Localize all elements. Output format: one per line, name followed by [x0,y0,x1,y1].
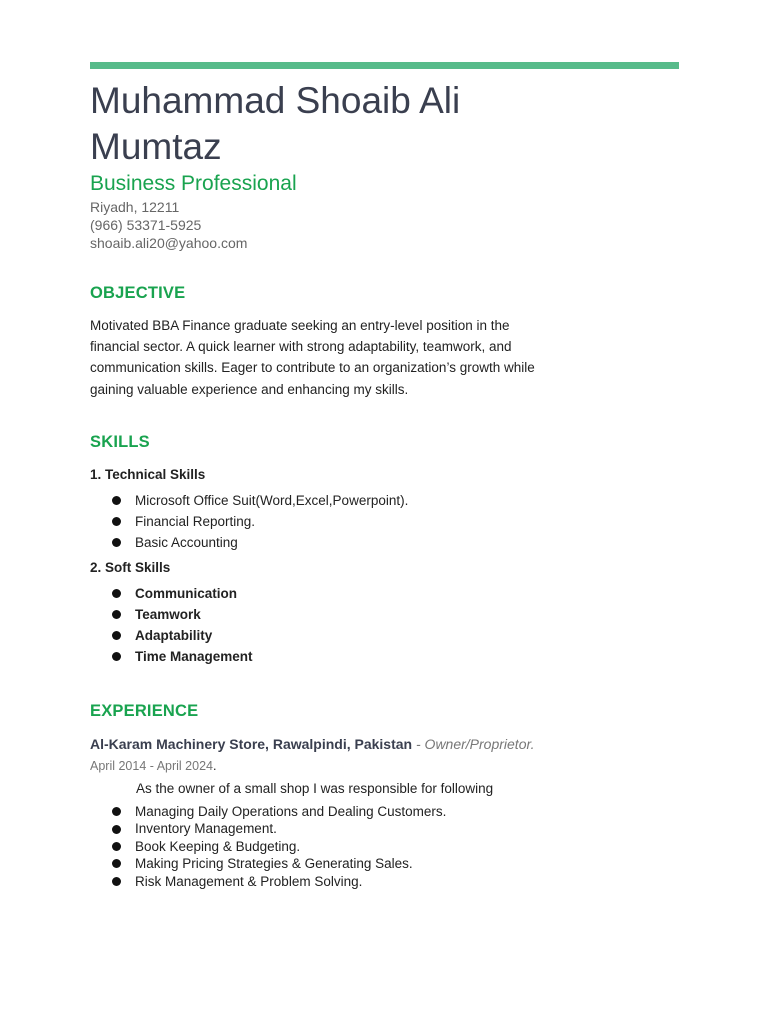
list-item [112,820,446,837]
objective-line: Motivated BBA Finance graduate seeking an entry-level position in the [90,318,510,333]
company-name: Al-Karam Machinery Store, Rawalpindi, Pakistan [90,736,413,752]
candidate-name [90,78,610,170]
list-item [112,803,446,820]
bullet-icon [112,807,121,816]
technical-skills-list [112,490,408,553]
list-item [112,646,253,667]
bullet-icon [112,652,121,661]
date-suffix: . [213,759,217,773]
skill-label: Adaptability [135,628,213,643]
objective-text [90,315,550,400]
bullet-icon [112,859,121,868]
skill-label: Microsoft Office Suit(Word,Excel,Powerpoint). [135,493,409,508]
skill-label: Teamwork [135,607,201,622]
objective-line: gaining valuable experience and enhancing my skills. [90,381,409,397]
job-dates [90,759,216,773]
duty-label: Risk Management & Problem Solving. [135,873,363,889]
duty-label: Managing Daily Operations and Dealing Customers. [135,804,447,819]
duty-label: Inventory Management. [135,821,277,837]
list-item [112,583,253,604]
list-item [112,838,446,855]
skills-heading: SKILLS [90,433,150,451]
skill-label: Communication [135,586,238,601]
job-duties-list [112,803,446,890]
objective-line: communication skills. Eager to contribute to an organization’s growth while [90,360,535,376]
email[interactable]: shoaib.ali20@yahoo.com [90,235,248,251]
bullet-icon [112,631,121,640]
skill-label: Basic Accounting [135,535,238,550]
job-title: Business Professional [90,172,297,195]
bullet-icon [112,517,121,526]
bullet-icon [112,538,121,547]
bullet-icon [112,610,121,619]
name-line-2: Mumtaz [90,126,222,167]
list-item [112,490,408,511]
technical-skills-heading: 1. Technical Skills [90,467,206,482]
location: Riyadh, 12211 [90,199,180,215]
experience-heading: EXPERIENCE [90,702,199,720]
job-header [90,736,535,752]
bullet-icon [112,589,121,598]
list-item [112,532,408,553]
skill-label: Financial Reporting. [135,514,256,529]
job-role: - Owner/Proprietor. [412,736,535,752]
list-item [112,855,446,872]
list-item [112,873,446,890]
bullet-icon [112,496,121,505]
accent-bar [90,62,679,69]
job-intro: As the owner of a small shop I was responsible for following [136,781,494,796]
bullet-icon [112,825,121,834]
soft-skills-list [112,583,253,667]
soft-skills-heading: 2. Soft Skills [90,560,171,575]
phone: (966) 53371-5925 [90,217,202,233]
list-item [112,511,408,532]
bullet-icon [112,877,121,886]
bullet-icon [112,842,121,851]
skill-label: Time Management [135,649,253,664]
duty-label: Book Keeping & Budgeting. [135,838,301,854]
name-line-1: Muhammad Shoaib Ali [90,80,461,121]
duty-label: Making Pricing Strategies & Generating Sales. [135,856,413,872]
list-item [112,604,253,625]
list-item [112,625,253,646]
objective-heading: OBJECTIVE [90,284,186,302]
objective-line: financial sector. A quick learner with strong adaptability, teamwork, and [90,339,512,355]
date-range: April 2014 - April 2024 [90,759,213,773]
